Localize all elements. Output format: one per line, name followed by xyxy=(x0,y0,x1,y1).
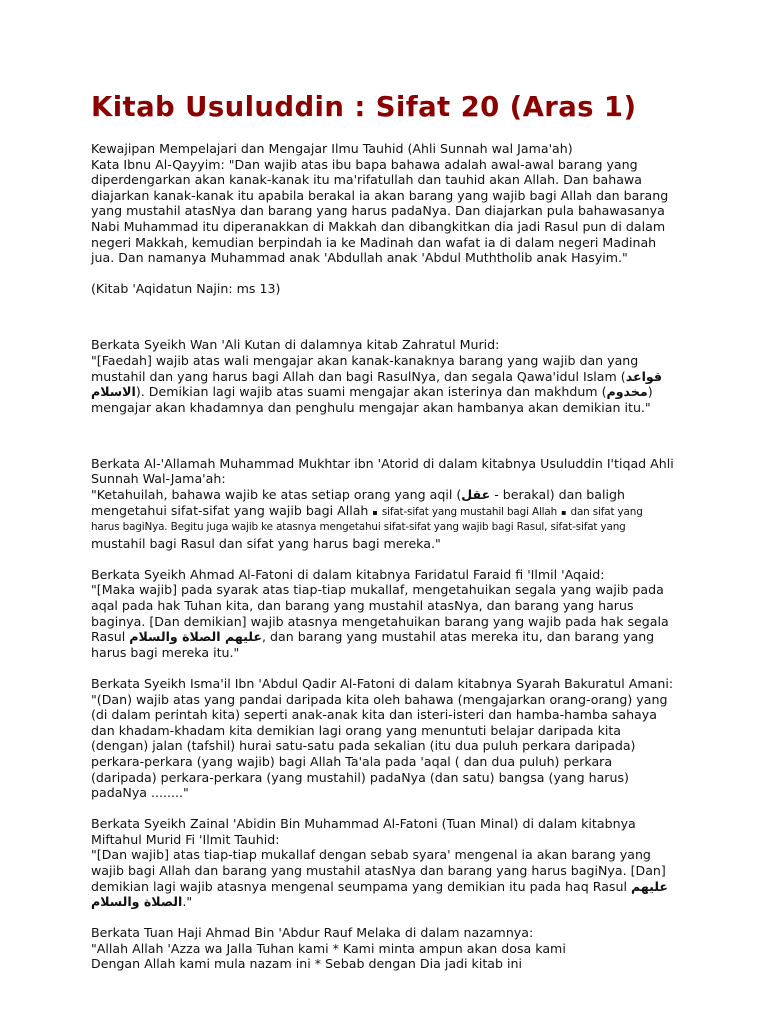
paragraph-line: Dengan Allah kami mula nazam ini * Sebab dengan Dia jadi kitab ini xyxy=(91,956,522,972)
intro-line: Kata Ibnu Al-Qayyim: "Dan wajib atas ibu bapa bahawa adalah awal-awal barang yang xyxy=(91,156,638,172)
arabic-text: عليهم الصلاة والسلام xyxy=(129,629,263,645)
paragraph-line: (dengan) jalan (tafshil) hurai satu-satu pada sekalian (itu dua puluh perkara daripada) xyxy=(91,738,636,754)
ismail-paragraph xyxy=(91,676,688,801)
paragraph-line: harus bagiNya. Begitu juga wajib ke atasnya mengetahui sifat-sifat yang wajib bagi Rasul, sifat-sifat yang xyxy=(91,521,626,534)
intro-line: jua. Dan namanya Muhammad anak 'Abdullah anak 'Abdul Muththolib anak Hasyim." xyxy=(91,250,628,266)
bullet-icon: ▪ xyxy=(561,507,567,517)
source-reference-text: (Kitab 'Aqidatun Najin: ms 13) xyxy=(91,281,281,297)
line-text: ) xyxy=(647,384,653,400)
paragraph-line: baginya. [Dan demikian] wajib atasnya mengetahuikan barang yang wajib pada hak segala xyxy=(91,613,669,629)
intro-line: diperdengarkan akan kanak-kanak itu ma'rifatullah dan tauhid akan Allah. Dan bahawa xyxy=(91,172,642,188)
paragraph-line: "(Dan) wajib atas yang pandai daripada kita oleh bahawa (mengajarkan orang-orang) yang xyxy=(91,691,668,707)
rauf-paragraph xyxy=(91,925,688,972)
arabic-text: قواعد xyxy=(625,368,663,384)
paragraph-line: mengajar akan khadamnya dan penghulu mengajar akan hambanya akan demikian itu." xyxy=(91,399,651,415)
paragraph-line: Berkata Syeikh Isma'il Ibn 'Abdul Qadir Al-Fatoni di dalam kitabnya Syarah Bakuratul Amani: xyxy=(91,675,674,691)
arabic-text: الاسلام xyxy=(91,384,136,400)
line-text: Rasul xyxy=(91,629,130,645)
paragraph-line xyxy=(91,369,688,385)
line-text: , dan barang yang mustahil atas mereka itu, dan barang yang xyxy=(262,629,655,645)
line-text: - berakal) dan baligh xyxy=(490,487,625,502)
spacer xyxy=(91,431,688,456)
paragraph-line: Miftahul Murid Fi 'Ilmit Tauhid: xyxy=(91,831,280,847)
arabic-text: مخدوم xyxy=(606,384,648,400)
bullet-icon: ▪ xyxy=(372,507,378,517)
line-text: "Ketahuilah, bahawa wajib ke atas setiap orang yang aqil ( xyxy=(91,487,462,502)
paragraph-line: harus bagi mereka itu." xyxy=(91,644,240,660)
zainal-paragraph xyxy=(91,816,688,910)
paragraph-line: (di dalam perintah kita) seperti anak-anak kita dan isteri-isteri dan hamba-hamba sahaya xyxy=(91,707,657,723)
paragraph-line: Berkata Syeikh Ahmad Al-Fatoni di dalam kitabnya Faridatul Faraid fi 'Ilmil 'Aqaid: xyxy=(91,566,605,582)
paragraph-line: mustahil bagi Rasul dan sifat yang harus bagi mereka." xyxy=(91,535,441,551)
paragraph-line: "Allah Allah 'Azza wa Jalla Tuhan kami * Kami minta ampun akan dosa kami xyxy=(91,940,566,956)
line-text: sifat-sifat yang mustahil bagi Allah xyxy=(381,505,558,518)
line-text: ." xyxy=(182,894,193,910)
arabic-text: عقل xyxy=(461,487,491,502)
paragraph-line: padaNya ........" xyxy=(91,785,189,801)
paragraph-line: (daripada) perkara-perkara (yang mustahil) padaNya (dan satu) bangsa (yang harus) xyxy=(91,769,629,785)
paragraph-line: Berkata Tuan Haji Ahmad Bin 'Abdur Rauf Melaka di dalam nazamnya: xyxy=(91,925,534,941)
paragraph-line xyxy=(91,629,688,645)
intro-line: negeri Makkah, kemudian berpindah ia ke Madinah dan wafat ia di dalam negeri Madinah xyxy=(91,234,657,250)
arabic-text: عليهم xyxy=(630,878,669,894)
paragraph-line: "[Dan wajib] atas tiap-tiap mukallaf dengan sebab syara' mengenal ia akan barang yang xyxy=(91,847,651,863)
paragraph-line: Berkata Syeikh Wan 'Ali Kutan di dalamnya kitab Zahratul Murid: xyxy=(91,337,500,353)
intro-line: Nabi Muhammad itu diperanakkan di Makkah dan dibangkitkan dia jadi Rasul pun di dalam xyxy=(91,218,666,234)
paragraph-line: dan khadam-khadam kita demikian lagi orang yang menuntuti belajar daripada kita xyxy=(91,722,622,738)
mukhtar-paragraph xyxy=(91,456,688,552)
fatoni-paragraph xyxy=(91,567,688,661)
line-text: mengetahui sifat-sifat yang wajib bagi Allah xyxy=(91,502,369,518)
paragraph-line xyxy=(91,879,688,895)
source-reference xyxy=(91,281,688,297)
line-text: mustahil dan yang harus bagi Allah dan bagi RasulNya, dan segala Qawa'idul Islam ( xyxy=(91,368,626,384)
paragraph-line: Sunnah Wal-Jama'ah: xyxy=(91,471,226,487)
line-text: dan sifat yang xyxy=(570,505,643,518)
line-text: ). Demikian lagi wajib atas suami mengajar akan isterinya dan makhdum ( xyxy=(135,384,607,400)
paragraph-line: "[Maka wajib] pada syarak atas tiap-tiap mukallaf, mengetahuikan segala yang wajib pada xyxy=(91,582,664,598)
paragraph-line: aqal pada hak Tuhan kita, dan barang yang mustahil atasNya, dan barang yang harus xyxy=(91,598,634,614)
line-text: demikian lagi wajib atasnya mengenal seumpama yang demikian itu pada haq Rasul xyxy=(91,878,631,894)
intro-paragraph xyxy=(91,141,688,266)
paragraph-line xyxy=(91,894,688,910)
intro-line: diajarkan kanak-kanak itu apabila berakal ia akan barang yang wajib bagi Allah dan barang xyxy=(91,187,669,203)
document-title: Kitab Usuluddin : Sifat 20 (Aras 1) xyxy=(91,91,637,123)
paragraph-line xyxy=(91,384,688,400)
paragraph-line: Berkata Al-'Allamah Muhammad Mukhtar ibn 'Atorid di dalam kitabnya Usuluddin I'tiqad Ahli xyxy=(91,455,674,471)
wan-ali-paragraph xyxy=(91,337,688,415)
paragraph-line xyxy=(91,487,688,503)
paragraph-line: perkara-perkara (yang wajib) bagi Allah Ta'ala pada 'aqal ( dan dua puluh) perkara xyxy=(91,753,613,769)
paragraph-line xyxy=(91,503,688,521)
intro-line: yang mustahil atasNya dan barang yang harus padaNya. Dan diajarkan pula bahawasanya xyxy=(91,203,665,219)
paragraph-line: wajib bagi Allah dan barang yang mustahil atasNya dan barang yang harus bagiNya. [Dan] xyxy=(91,862,666,878)
arabic-text: الصلاة والسلام xyxy=(91,894,183,910)
paragraph-line: Berkata Syeikh Zainal 'Abidin Bin Muhammad Al-Fatoni (Tuan Minal) di dalam kitabnya xyxy=(91,816,636,832)
intro-line: Kewajipan Mempelajari dan Mengajar Ilmu Tauhid (Ahli Sunnah wal Jama'ah) xyxy=(91,141,573,156)
spacer xyxy=(91,312,688,337)
paragraph-line: "[Faedah] wajib atas wali mengajar akan kanak-kanaknya barang yang wajib dan yang xyxy=(91,352,639,368)
